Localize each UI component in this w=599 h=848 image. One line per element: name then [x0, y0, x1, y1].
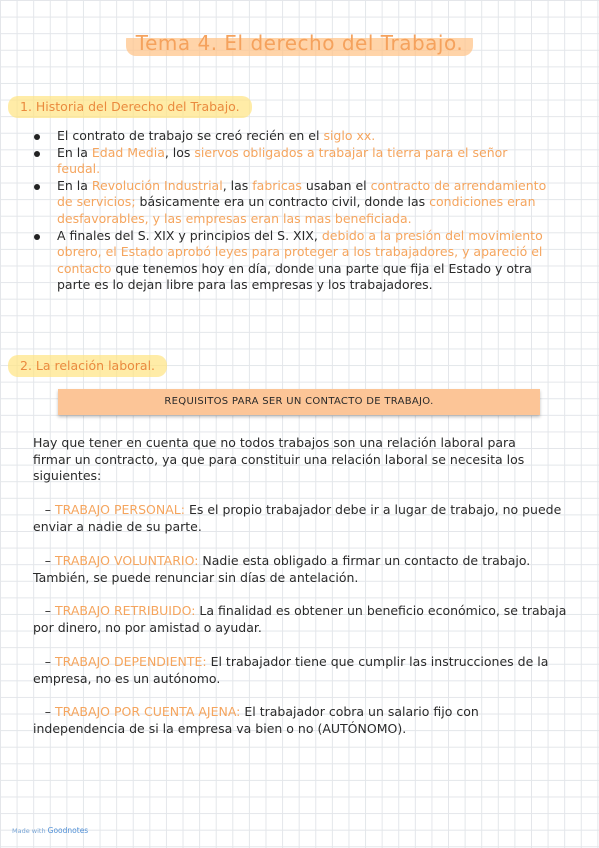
intro-paragraph: Hay que tener en cuenta que no todos trabajos son una relación laboral para firmar un contracto, ya que para constituir una relación laboral se necesita los siguientes:: [33, 435, 525, 484]
highlighted-text: debido a la presión del movimiento obrero, el Estado aprobó leyes para proteger a los trabajadores, y apareció el contacto: [57, 227, 543, 276]
requirement-item: – TRABAJO RETRIBUIDO: La finalidad es obtener un beneficio económico, se trabaja por dinero, no por amistad o ayudar.: [33, 603, 567, 635]
requirement-text: La finalidad es obtener un beneficio económico, se trabaja por dinero, no por amistad o ayudar.: [33, 603, 567, 635]
text-run: básicamente era un contracto civil, donde las: [135, 194, 430, 210]
bullet-item: [30, 145, 550, 178]
requirement-text: El trabajador cobra un salario fijo con independencia de si la empresa va bien o no (AUTÓNOMO).: [33, 704, 479, 736]
text-run: , los: [164, 144, 195, 160]
bullet-text: [57, 228, 543, 293]
bullet-item: [30, 178, 550, 228]
bullet-dot-icon: [34, 134, 40, 140]
requirement-item: – TRABAJO DEPENDIENTE: El trabajador tiene que cumplir las instrucciones de la empresa, no es un autónomo.: [33, 654, 549, 686]
title-wrap: [0, 30, 599, 56]
section-heading-1: 1. Historia del Derecho del Trabajo.: [8, 96, 252, 118]
text-run: En la: [57, 177, 92, 193]
text-run: que tenemos hoy en día, donde una parte que fija el Estado y otra parte es lo dejan libre para las empresas y los trabajadores.: [57, 260, 532, 293]
requirement-label: TRABAJO POR CUENTA AJENA:: [55, 704, 241, 719]
bullet-dot-icon: [34, 234, 40, 240]
text-run: El contrato de trabajo se creó recién en el: [57, 128, 324, 143]
bullet-dot-icon: [34, 184, 40, 190]
watermark-prefix: Made with: [12, 827, 46, 835]
highlighted-text: Edad Media: [91, 144, 165, 160]
page-title: Tema 4. El derecho del Trabajo.: [126, 30, 473, 56]
section-heading-2: 2. La relación laboral.: [8, 355, 167, 377]
requirement-text: Es el propio trabajador debe ir a lugar de trabajo, no puede enviar a nadie de su parte.: [33, 502, 562, 534]
watermark: [12, 826, 88, 835]
bullet-item: [30, 128, 550, 145]
bullet-item: [30, 228, 550, 294]
highlighted-text: Revolución Industrial: [91, 177, 223, 193]
bullet-dot-icon: [34, 151, 40, 157]
bullet-text: [57, 145, 507, 177]
highlighted-text: fabricas: [252, 177, 302, 193]
bullet-text: [57, 128, 375, 143]
requirement-label: TRABAJO DEPENDIENTE:: [55, 654, 207, 669]
text-run: usaban el: [301, 177, 371, 193]
requirement-text: Nadie esta obligado a firmar un contacto de trabajo. También, se puede renunciar sin días de antelación.: [33, 553, 531, 585]
requirement-text: El trabajador tiene que cumplir las instrucciones de la empresa, no es un autónomo.: [33, 654, 549, 686]
requirement-label: TRABAJO PERSONAL:: [55, 502, 185, 517]
requirement-item: – TRABAJO VOLUNTARIO: Nadie esta obligado a firmar un contacto de trabajo. También, se puede renunciar sin días de antelación.: [33, 553, 531, 585]
highlighted-text: contracto de arrendamiento de servicios;: [57, 177, 547, 210]
text-run: , las: [222, 177, 253, 193]
requirements-banner: REQUISITOS PARA SER UN CONTACTO DE TRABAJO.: [58, 389, 540, 415]
highlighted-text: condiciones eran desfavorables, y las empresas eran las mas beneficiada.: [57, 194, 536, 226]
text-run: En la: [57, 144, 92, 160]
history-bullet-list: [30, 128, 550, 294]
requirement-item: – TRABAJO POR CUENTA AJENA: El trabajador cobra un salario fijo con independencia de si la empresa va bien o no (AUTÓNOMO).: [33, 704, 479, 736]
text-run: A finales del S. XIX y principios del S. XIX,: [57, 227, 322, 243]
requirement-label: TRABAJO RETRIBUIDO:: [55, 603, 196, 618]
highlighted-text: siervos obligados a trabajar la tierra para el señor feudal.: [57, 144, 508, 177]
requirement-label: TRABAJO VOLUNTARIO:: [55, 553, 199, 568]
highlighted-text: siglo xx.: [323, 128, 376, 143]
requirement-item: – TRABAJO PERSONAL: Es el propio trabajador debe ir a lugar de trabajo, no puede enviar a nadie de su parte.: [33, 502, 562, 534]
goodnotes-logo: Goodnotes: [47, 826, 89, 835]
bullet-text: [57, 178, 546, 226]
